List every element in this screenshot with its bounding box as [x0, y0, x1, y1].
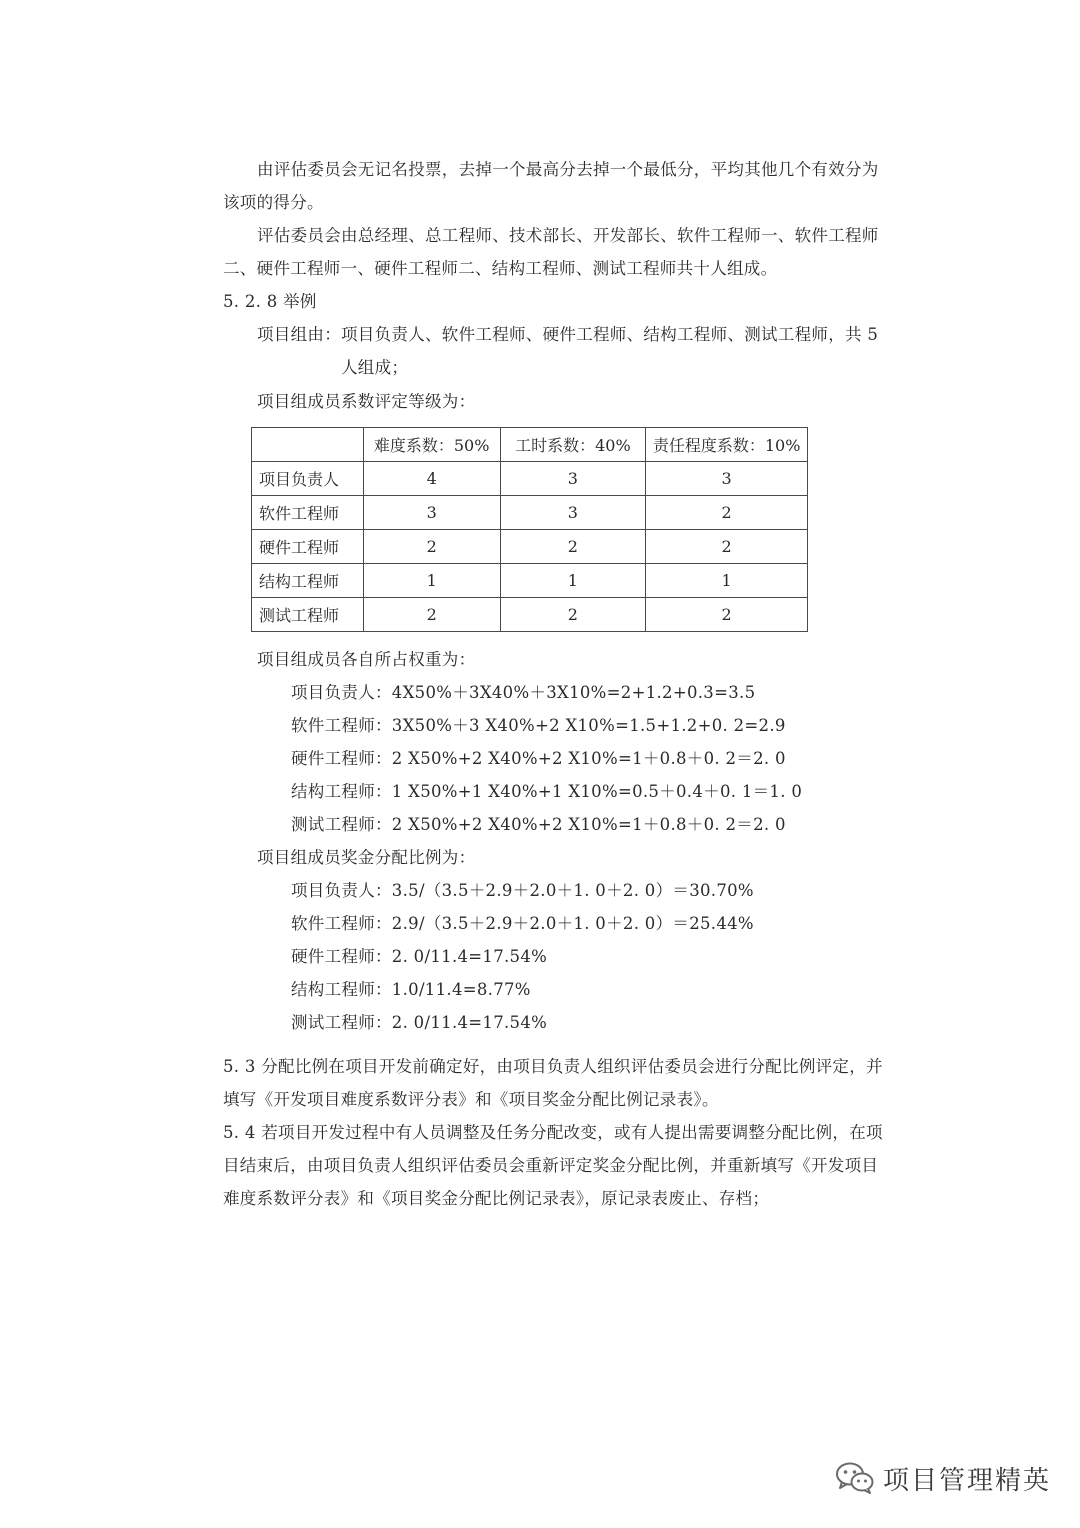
intro-paragraph-1-line-1: 由评估委员会无记名投票，去掉一个最高分去掉一个最低分，平均其他几个有效分为 — [257, 160, 879, 179]
table-row — [252, 530, 808, 564]
role-cell: 硬件工程师 — [252, 530, 364, 564]
bonus-item: 测试工程师：2. 0/11.4=17.54% — [291, 1013, 548, 1032]
table-header-cell: 难度系数：50% — [363, 428, 500, 462]
role-cell: 测试工程师 — [252, 598, 364, 632]
table-row — [252, 564, 808, 598]
difficulty-cell: 2 — [363, 530, 500, 564]
coefficient-intro: 项目组成员系数评定等级为： — [257, 392, 476, 411]
watermark-text: 项目管理精英 — [883, 1465, 1052, 1496]
section-5-4-line-1: 5. 4 若项目开发过程中有人员调整及任务分配改变，或有人提出需要调整分配比例，在项 — [223, 1123, 883, 1142]
table-header-row — [252, 428, 808, 462]
wechat-icon — [835, 1461, 875, 1495]
hours-cell: 3 — [500, 462, 646, 496]
section-heading-5-2-8: 5. 2. 8 举例 — [223, 292, 317, 311]
intro-paragraph-2-line-2: 二、硬件工程师一、硬件工程师二、结构工程师、测试工程师共十人组成。 — [223, 259, 778, 278]
difficulty-cell: 2 — [363, 598, 500, 632]
team-composition-line-2: 人组成； — [341, 358, 409, 377]
difficulty-cell: 1 — [363, 564, 500, 598]
weight-item: 测试工程师：2 X50%+2 X40%+2 X10%=1＋0.8＋0. 2＝2. 0 — [291, 815, 786, 834]
bonus-heading: 项目组成员奖金分配比例为： — [257, 848, 476, 867]
responsibility-cell: 2 — [646, 496, 808, 530]
intro-paragraph-2-line-1: 评估委员会由总经理、总工程师、技术部长、开发部长、软件工程师一、软件工程师 — [257, 226, 879, 245]
intro-paragraph-1-line-2: 该项的得分。 — [223, 193, 324, 212]
hours-cell: 2 — [500, 530, 646, 564]
hours-cell: 2 — [500, 598, 646, 632]
responsibility-cell: 3 — [646, 462, 808, 496]
responsibility-cell: 1 — [646, 564, 808, 598]
table-header-cell: 责任程度系数：10% — [646, 428, 808, 462]
responsibility-cell: 2 — [646, 598, 808, 632]
bonus-item: 硬件工程师：2. 0/11.4=17.54% — [291, 947, 548, 966]
table-row — [252, 496, 808, 530]
hours-cell: 1 — [500, 564, 646, 598]
responsibility-cell: 2 — [646, 530, 808, 564]
table-row — [252, 462, 808, 496]
watermark — [835, 1458, 1051, 1498]
weight-item: 结构工程师：1 X50%+1 X40%+1 X10%=0.5＋0.4＋0. 1＝1. 0 — [291, 782, 803, 801]
bonus-item: 项目负责人：3.5/（3.5＋2.9＋2.0＋1. 0＋2. 0）＝30.70% — [291, 881, 754, 900]
table-row — [252, 598, 808, 632]
section-5-4-line-2: 目结束后，由项目负责人组织评估委员会重新评定奖金分配比例，并重新填写《开发项目 — [223, 1156, 879, 1175]
difficulty-cell: 4 — [363, 462, 500, 496]
role-cell: 结构工程师 — [252, 564, 364, 598]
role-cell: 项目负责人 — [252, 462, 364, 496]
table-header-cell: 工时系数：40% — [500, 428, 646, 462]
role-cell: 软件工程师 — [252, 496, 364, 530]
coefficient-table — [251, 427, 808, 632]
weight-item: 项目负责人：4X50%＋3X40%＋3X10%=2+1.2+0.3=3.5 — [291, 683, 756, 702]
weights-heading: 项目组成员各自所占权重为： — [257, 650, 476, 669]
table-header-cell — [252, 428, 364, 462]
team-composition-line-1: 项目组由：项目负责人、软件工程师、硬件工程师、结构工程师、测试工程师，共 5 — [257, 325, 879, 344]
section-5-3-line-1: 5. 3 分配比例在项目开发前确定好，由项目负责人组织评估委员会进行分配比例评定，并 — [223, 1057, 883, 1076]
bonus-item: 结构工程师：1.0/11.4=8.77% — [291, 980, 531, 999]
bonus-item: 软件工程师：2.9/（3.5＋2.9＋2.0＋1. 0＋2. 0）＝25.44% — [291, 914, 754, 933]
weight-item: 硬件工程师：2 X50%+2 X40%+2 X10%=1＋0.8＋0. 2＝2. 0 — [291, 749, 786, 768]
section-5-3-line-2: 填写《开发项目难度系数评分表》和《项目奖金分配比例记录表》。 — [223, 1090, 719, 1109]
section-5-4-line-3: 难度系数评分表》和《项目奖金分配比例记录表》，原记录表废止、存档； — [223, 1189, 770, 1208]
weight-item: 软件工程师：3X50%＋3 X40%+2 X10%=1.5+1.2+0. 2=2.9 — [291, 716, 786, 735]
hours-cell: 3 — [500, 496, 646, 530]
difficulty-cell: 3 — [363, 496, 500, 530]
